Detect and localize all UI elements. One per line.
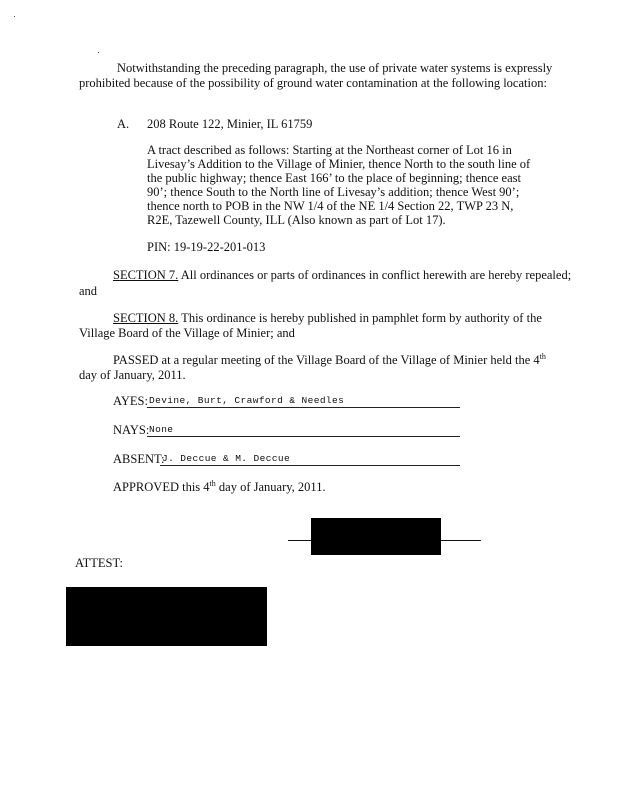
section-7-heading: SECTION 7. bbox=[113, 268, 179, 282]
tract-description-line: R2E, Tazewell County, ILL (Also known as part of Lot 17). bbox=[147, 213, 446, 227]
tract-description-line: 90’; thence South to the North line of Livesay’s addition; thence West 90’; bbox=[147, 185, 520, 199]
passed-line-1 bbox=[113, 353, 546, 367]
section-8-heading: SECTION 8. bbox=[113, 311, 179, 325]
nays-value: None bbox=[149, 424, 174, 435]
intro-line-1: Notwithstanding the preceding paragraph, the use of private water systems is expressly bbox=[117, 61, 553, 75]
location-address: 208 Route 122, Minier, IL 61759 bbox=[147, 117, 313, 131]
tract-description-line: Livesay’s Addition to the Village of Minier, thence North to the south line of bbox=[147, 157, 531, 171]
nays-label: NAYS: bbox=[113, 423, 150, 437]
section-7 bbox=[113, 268, 571, 282]
section-7-text: All ordinances or parts of ordinances in conflict herewith are hereby repealed; bbox=[178, 268, 572, 282]
passed-text: PASSED at a regular meeting of the Village Board of the Village of Minier held the 4 bbox=[113, 353, 540, 367]
intro-line-2: prohibited because of the possibility of ground water contamination at the following location: bbox=[79, 76, 547, 90]
redacted-attest-signature bbox=[66, 587, 267, 646]
nays-field bbox=[147, 422, 460, 437]
approved-date: day of January, 2011. bbox=[215, 480, 326, 494]
section-8-continuation: Village Board of the Village of Minier; and bbox=[79, 326, 295, 340]
absent-field bbox=[160, 451, 460, 466]
absent-label: ABSENT: bbox=[113, 452, 165, 466]
scan-speck bbox=[14, 16, 15, 17]
approved-text: APPROVED this 4 bbox=[113, 480, 210, 494]
pin-number: PIN: 19-19-22-201-013 bbox=[147, 240, 266, 254]
section-8 bbox=[113, 311, 542, 325]
location-label: A. bbox=[117, 117, 130, 131]
ayes-label: AYES: bbox=[113, 394, 148, 408]
tract-description-line: thence north to POB in the NW 1/4 of the NE 1/4 Section 22, TWP 23 N, bbox=[147, 199, 514, 213]
approved-superscript: th bbox=[209, 478, 216, 488]
tract-description-line: the public highway; thence East 166’ to the place of beginning; thence east bbox=[147, 171, 521, 185]
approved-line bbox=[113, 480, 326, 494]
passed-superscript: th bbox=[539, 351, 546, 361]
absent-value: J. Deccue & M. Deccue bbox=[162, 453, 291, 464]
section-8-text: This ordinance is hereby published in pamphlet form by authority of the bbox=[178, 311, 542, 325]
attest-label: ATTEST: bbox=[75, 556, 123, 570]
scan-speck bbox=[98, 52, 99, 53]
section-7-continuation: and bbox=[79, 284, 98, 298]
tract-description-line: A tract described as follows: Starting at the Northeast corner of Lot 16 in bbox=[147, 143, 512, 157]
ayes-field bbox=[147, 393, 460, 408]
passed-line-2: day of January, 2011. bbox=[79, 368, 186, 382]
ayes-value: Devine, Burt, Crawford & Needles bbox=[149, 395, 345, 406]
redacted-signature bbox=[311, 518, 441, 555]
